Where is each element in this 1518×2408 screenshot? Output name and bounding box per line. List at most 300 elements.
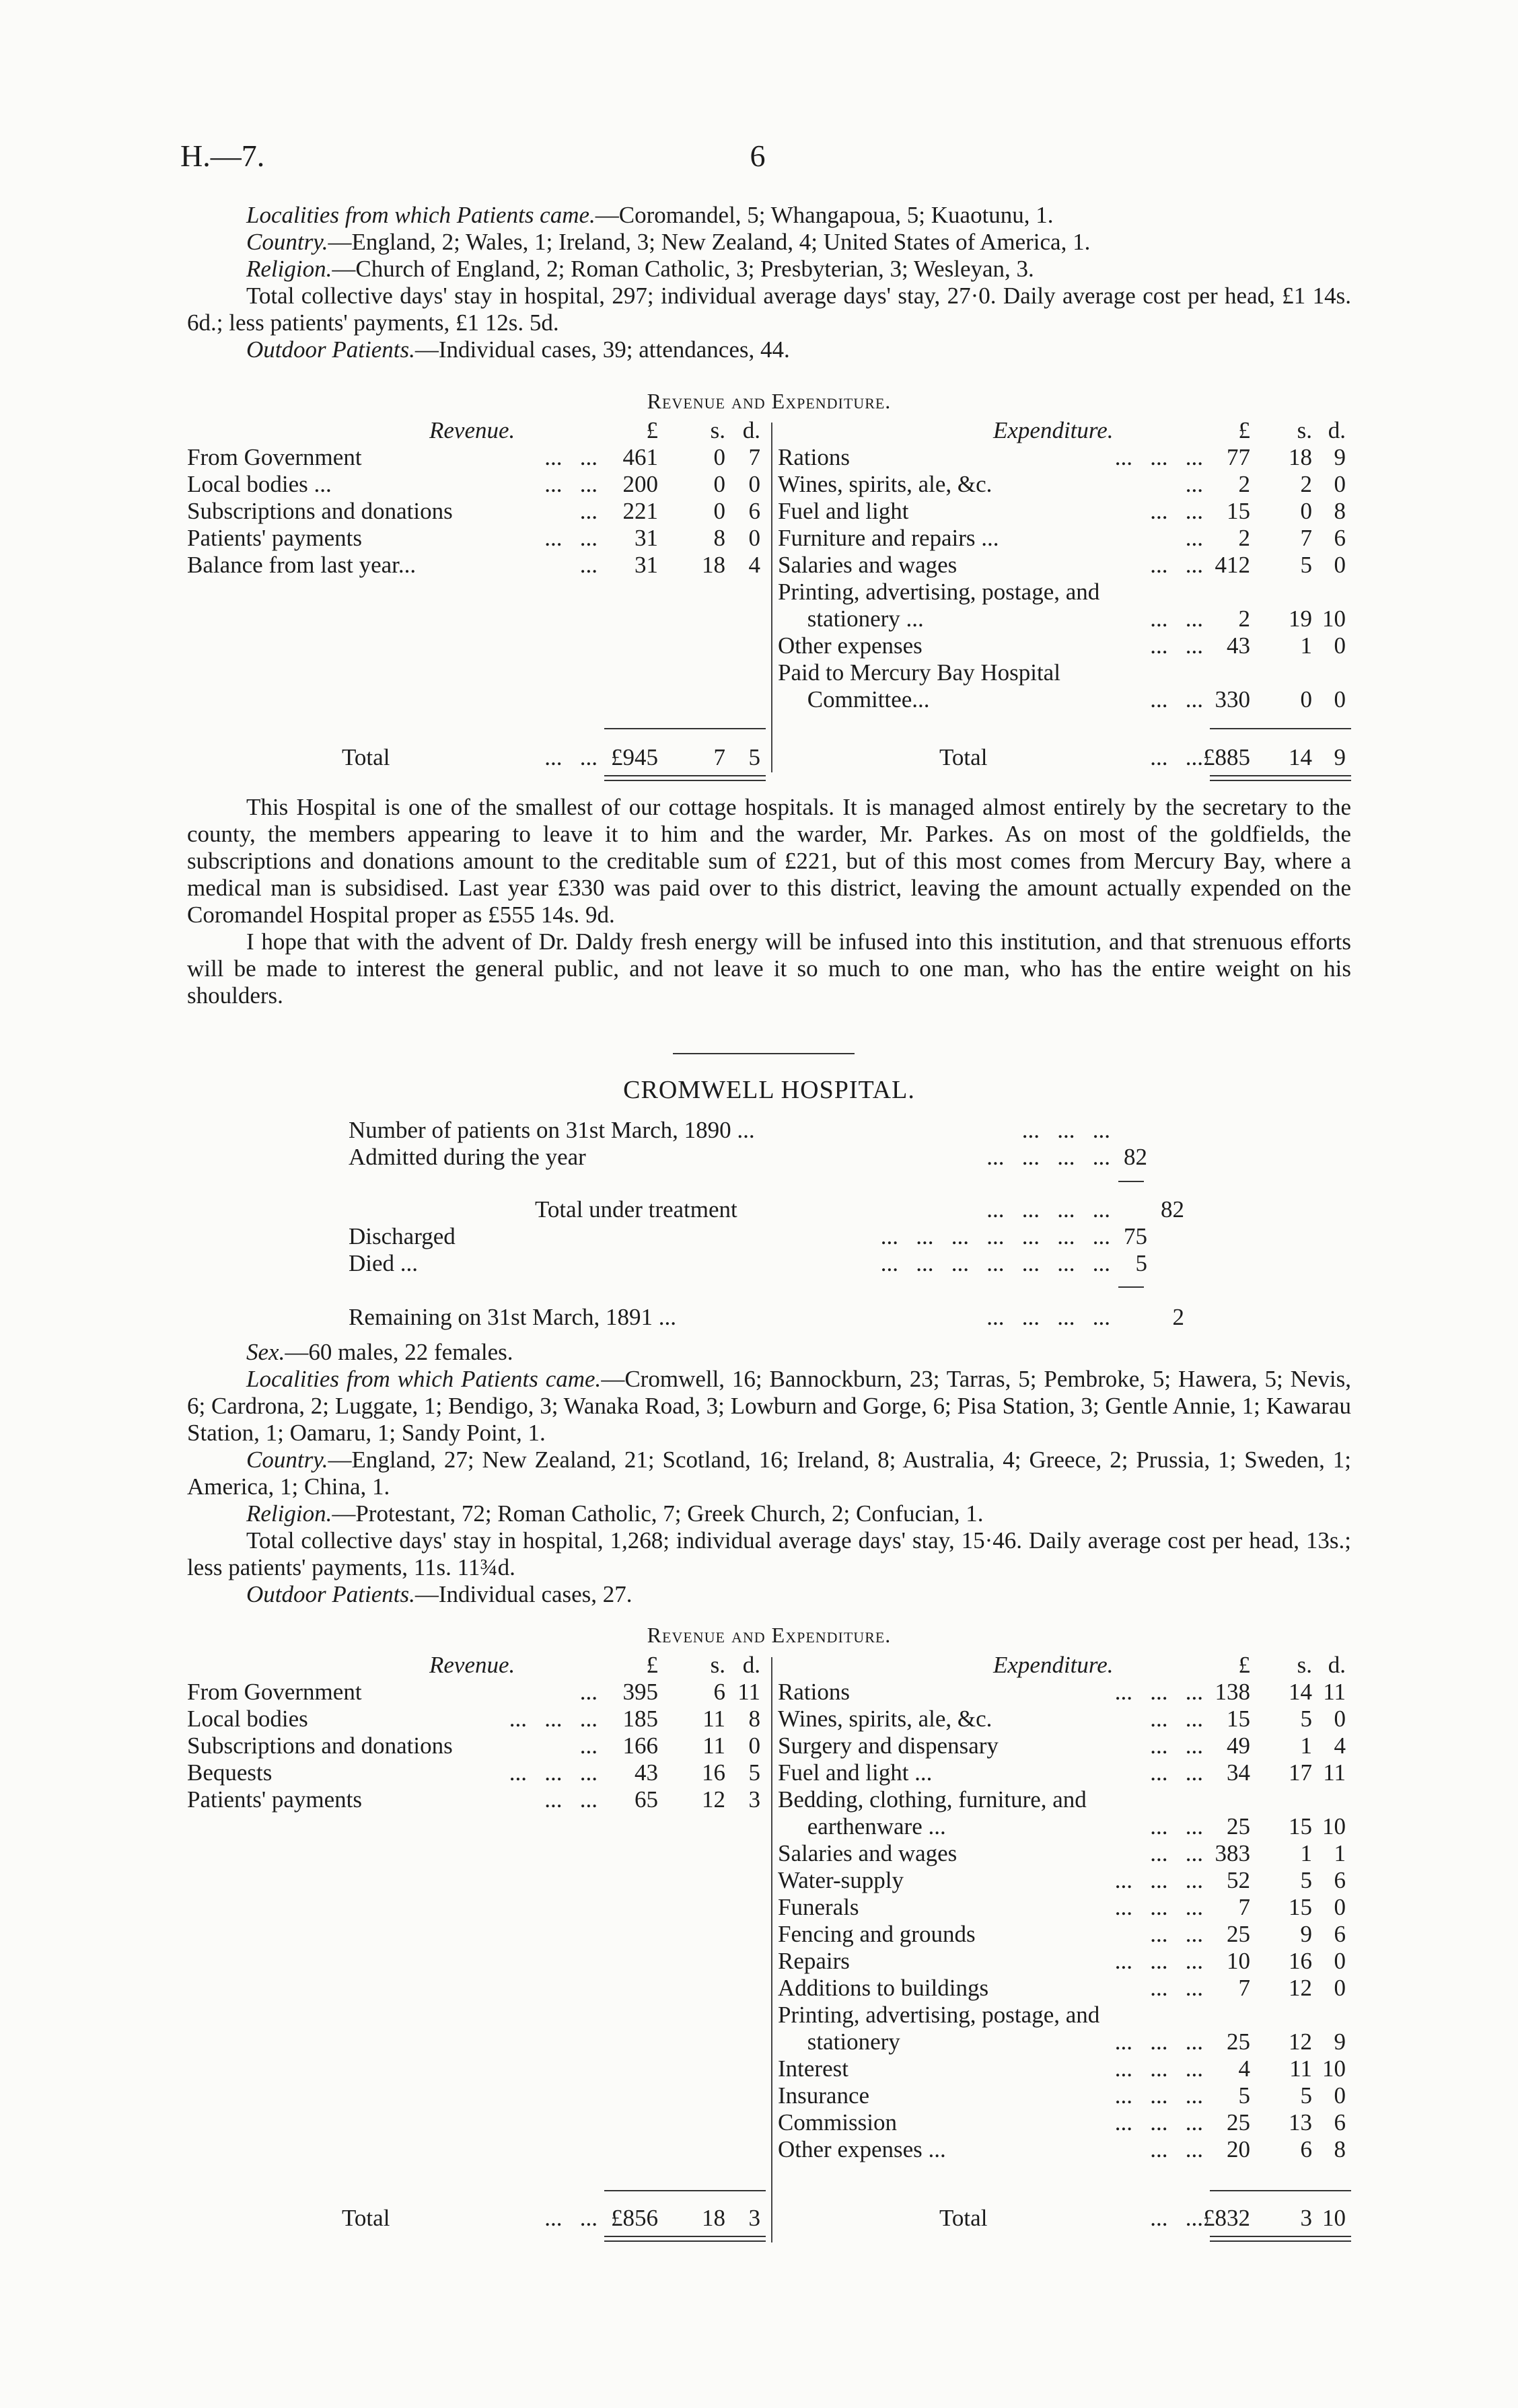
shillings-value: 3: [1300, 2205, 1312, 2231]
expenditure-row: [778, 1786, 1351, 1813]
expenditure-row: [778, 2029, 1351, 2055]
pounds-value: 7: [1238, 1894, 1250, 1920]
shillings-value: 13: [1289, 2109, 1312, 2136]
shillings-value: 5: [1300, 1706, 1312, 1732]
pence-value: 0: [1334, 471, 1346, 497]
pounds-value: 25: [1227, 2109, 1250, 2136]
row-label: Water-supply: [778, 1867, 904, 1893]
shillings-value: 18: [702, 552, 725, 578]
shillings-value: 1: [1300, 632, 1312, 659]
row-label: Balance from last year...: [187, 552, 417, 578]
expenditure-subtotal-rule: [1210, 2190, 1351, 2191]
expenditure-row: [778, 1813, 1351, 1840]
stat-count: 75: [1124, 1223, 1147, 1249]
expenditure-row: [778, 1706, 1351, 1732]
shillings-value: 11: [702, 1706, 725, 1732]
row-leaders: ... ... ... ...: [986, 1304, 1110, 1330]
pence-value: 9: [1334, 444, 1346, 470]
shillings-value: 15: [1289, 1894, 1312, 1920]
patient-stat-row: [349, 1223, 1204, 1250]
expenditure-row: [778, 498, 1351, 525]
expenditure-row: [778, 2082, 1351, 2109]
row-leaders: ... ...: [1150, 1921, 1203, 1947]
expenditure-subtotal-rule: [1210, 728, 1351, 729]
row-label: Patients' payments: [187, 525, 363, 551]
pence-value: 4: [1334, 1732, 1346, 1759]
row-label: stationery: [778, 2029, 900, 2055]
revenue-row: [187, 1786, 766, 1813]
row-leaders: ... ... ...: [1114, 1894, 1203, 1920]
shillings-value: 17: [1289, 1759, 1312, 1786]
row-leaders: ... ...: [1150, 606, 1203, 632]
row-label: Insurance: [778, 2082, 870, 2109]
pounds-value: 43: [635, 1759, 658, 1786]
pounds-value: 10: [1227, 1948, 1250, 1974]
table-divider: [771, 1657, 772, 2242]
revenue-total-row: [187, 744, 766, 771]
expenditure-row: [778, 1867, 1351, 1894]
pence-value: 0: [1334, 1975, 1346, 2001]
pounds-value: 31: [635, 552, 658, 578]
row-label: Printing, advertising, postage, and: [778, 579, 1100, 605]
pence-value: 0: [1334, 2082, 1346, 2109]
cromwell-country: Country.—England, 27; New Zealand, 21; Scotland, 16; Ireland, 8; Australia, 4; Greece, 2; Prussia, 1; Sweden, 1; America, 1; China, 1.: [187, 1447, 1351, 1500]
row-label: Other expenses: [778, 632, 923, 659]
pounds-value: 15: [1227, 498, 1250, 524]
pounds-value: 31: [635, 525, 658, 551]
row-leaders: ...: [579, 1732, 598, 1759]
pence-value: 3: [748, 2205, 760, 2231]
pence-value: 0: [1334, 552, 1346, 578]
row-label: Additions to buildings: [778, 1975, 989, 2001]
total-label: Total: [939, 744, 988, 770]
expenditure-total-double-rule: [1210, 2236, 1351, 2242]
row-label: Local bodies: [187, 1706, 308, 1732]
coromandel-commentary: [187, 794, 1351, 1009]
pence-value: 0: [748, 525, 760, 551]
pounds-value: 25: [1227, 2029, 1250, 2055]
row-label: Rations: [778, 1679, 850, 1705]
row-label: Salaries and wages: [778, 552, 957, 578]
row-leaders: ... ...: [1150, 2136, 1203, 2162]
shillings-value: 0: [713, 444, 725, 470]
pence-value: 6: [1334, 2109, 1346, 2136]
row-leaders: ...: [579, 1679, 598, 1705]
row-label: Wines, spirits, ale, &c.: [778, 1706, 992, 1732]
row-leaders: ... ...: [1150, 1840, 1203, 1866]
revenue-total-double-rule: [604, 2236, 766, 2242]
shillings-value: 15: [1289, 1813, 1312, 1839]
shillings-value: 12: [1289, 1975, 1312, 2001]
row-label: Salaries and wages: [778, 1840, 957, 1866]
shillings-value: 12: [1289, 2029, 1312, 2055]
pounds-value: 412: [1215, 552, 1250, 578]
pounds-value: 49: [1227, 1732, 1250, 1759]
expenditure-row: [778, 2002, 1351, 2029]
row-label: Subscriptions and donations: [187, 498, 453, 524]
pounds-value: 138: [1215, 1679, 1250, 1705]
row-label: Paid to Mercury Bay Hospital: [778, 659, 1060, 686]
expenditure-row: [778, 2055, 1351, 2082]
row-label: stationery ...: [778, 606, 924, 632]
row-leaders: ... ... ...: [509, 1706, 598, 1732]
pence-value: 3: [748, 1786, 760, 1813]
revenue-row: [187, 525, 766, 552]
pence-value: 9: [1334, 2029, 1346, 2055]
expenditure-row: [778, 1948, 1351, 1975]
row-label: Rations: [778, 444, 850, 470]
expenditure-total-double-rule: [1210, 775, 1351, 781]
row-leaders: ... ...: [544, 2205, 598, 2231]
row-leaders: ... ... ... ...: [986, 1196, 1110, 1223]
pence-value: 10: [1322, 1813, 1346, 1839]
shillings-value: 8: [713, 525, 725, 551]
expenditure-total-row: [778, 2205, 1351, 2232]
expenditure-row: [778, 525, 1351, 552]
pence-value: 4: [748, 552, 760, 578]
shillings-value: 0: [713, 498, 725, 524]
pence-value: 8: [1334, 2136, 1346, 2162]
row-leaders: ... ...: [544, 744, 598, 770]
pounds-value: 15: [1227, 1706, 1250, 1732]
pence-value: 11: [1323, 1759, 1346, 1786]
revenue-row: [187, 552, 766, 579]
section-separator: [673, 1053, 855, 1054]
pounds-value: 7: [1238, 1975, 1250, 2001]
pounds-value: 25: [1227, 1921, 1250, 1947]
expenditure-row: [778, 1975, 1351, 2002]
revenue-row: [187, 1759, 766, 1786]
total-label: Total: [342, 2205, 390, 2231]
stat-total: 2: [1172, 1304, 1184, 1330]
expenditure-row: [778, 606, 1351, 632]
pounds-value: 43: [1227, 632, 1250, 659]
stat-rule-2: [1118, 1286, 1144, 1288]
table-divider: [771, 423, 772, 772]
row-leaders: ... ... ...: [1114, 1679, 1203, 1705]
revenue-row: [187, 1679, 766, 1706]
row-leaders: ... ... ...: [1114, 2109, 1203, 2136]
pence-value: 0: [1334, 632, 1346, 659]
shillings-value: 6: [713, 1679, 725, 1705]
revenue-currency-header: £ s. d.: [646, 1652, 760, 1678]
pence-value: 9: [1334, 744, 1346, 770]
pence-value: 11: [737, 1679, 760, 1705]
row-label: Interest: [778, 2055, 848, 2082]
patient-stat-row: [349, 1117, 1204, 1144]
expenditure-row: [778, 2136, 1351, 2163]
row-leaders: ... ...: [544, 1786, 598, 1813]
expenditure-row: [778, 686, 1351, 713]
pence-value: 7: [748, 444, 760, 470]
row-leaders: ... ... ... ...: [986, 1144, 1110, 1170]
row-leaders: ... ... ... ... ... ... ...: [880, 1250, 1110, 1276]
row-label: From Government: [187, 444, 362, 470]
cromwell-revenue-expenditure-table: [187, 1652, 1351, 2244]
expenditure-heading: Expenditure.: [993, 1652, 1114, 1678]
stat-count: 82: [1124, 1144, 1147, 1170]
row-label: Local bodies ...: [187, 471, 332, 497]
pounds-value: 34: [1227, 1759, 1250, 1786]
cromwell-outdoor: Outdoor Patients.—Individual cases, 27.: [246, 1581, 632, 1607]
pence-value: 0: [1334, 1948, 1346, 1974]
row-leaders: ... ...: [544, 525, 598, 551]
row-label: Furniture and repairs ...: [778, 525, 999, 551]
pounds-value: 20: [1227, 2136, 1250, 2162]
expenditure-currency-header: £ s. d.: [1238, 417, 1346, 443]
pounds-value: 2: [1238, 525, 1250, 551]
expenditure-row: [778, 1679, 1351, 1706]
pence-value: 0: [1334, 686, 1346, 713]
pence-value: 6: [1334, 1921, 1346, 1947]
shillings-value: 14: [1289, 744, 1312, 770]
shillings-value: 11: [1289, 2055, 1312, 2082]
row-leaders: ... ... ...: [1114, 2082, 1203, 2109]
row-label: Bedding, clothing, furniture, and: [778, 1786, 1087, 1813]
shillings-value: 16: [1289, 1948, 1312, 1974]
expenditure-row: [778, 1921, 1351, 1948]
pounds-value: 5: [1238, 2082, 1250, 2109]
patient-stat-row: [349, 1250, 1204, 1277]
row-label: Bequests: [187, 1759, 273, 1786]
row-label: Patients' payments: [187, 1786, 363, 1813]
row-label: Subscriptions and donations: [187, 1732, 453, 1759]
revenue-heading: Revenue.: [429, 417, 515, 443]
pence-value: 8: [748, 1706, 760, 1732]
pounds-value: 200: [622, 471, 658, 497]
commentary-paragraph-2: I hope that with the advent of Dr. Daldy fresh energy will be infused into this institution, and that strenuous efforts will be made to interest the general public, and not leave it so much to one man, who has the entire weight on his shoulders.: [187, 928, 1351, 1009]
row-label: Fencing and grounds: [778, 1921, 976, 1947]
stat-label: Died ...: [349, 1250, 419, 1276]
pence-value: 10: [1322, 606, 1346, 632]
shillings-value: 7: [1300, 525, 1312, 551]
pence-value: 6: [1334, 1867, 1346, 1893]
total-label: Total: [939, 2205, 988, 2231]
expenditure-row: [778, 552, 1351, 579]
revenue-row: [187, 444, 766, 471]
coromandel-religion: Religion.—Church of England, 2; Roman Catholic, 3; Presbyterian, 3; Wesleyan, 3.: [246, 256, 1034, 282]
shillings-value: 7: [713, 744, 725, 770]
shillings-value: 6: [1300, 2136, 1312, 2162]
row-leaders: ... ... ...: [509, 1759, 598, 1786]
expenditure-row: [778, 444, 1351, 471]
expenditure-heading: Expenditure.: [993, 417, 1114, 443]
pence-value: 5: [748, 744, 760, 770]
shillings-value: 0: [713, 471, 725, 497]
stat-label: Number of patients on 31st March, 1890 ...: [349, 1117, 755, 1143]
pence-value: 6: [1334, 525, 1346, 551]
shillings-value: 1: [1300, 1840, 1312, 1866]
coromandel-statistics: [187, 202, 1351, 363]
shillings-value: 16: [702, 1759, 725, 1786]
stat-rule-1: [1118, 1181, 1144, 1182]
row-label: Funerals: [778, 1894, 859, 1920]
pence-value: 1: [1334, 1840, 1346, 1866]
shillings-value: 9: [1300, 1921, 1312, 1947]
shillings-value: 18: [1289, 444, 1312, 470]
cromwell-statistics: [187, 1339, 1351, 1608]
row-leaders: ... ...: [1150, 498, 1203, 524]
pounds-value: 25: [1227, 1813, 1250, 1839]
revenue-heading: Revenue.: [429, 1652, 515, 1678]
row-leaders: ... ... ...: [1114, 2055, 1203, 2082]
row-label: earthenware ...: [778, 1813, 946, 1839]
row-label: From Government: [187, 1679, 362, 1705]
cromwell-hospital-title: CROMWELL HOSPITAL.: [623, 1076, 915, 1104]
pounds-value: 185: [622, 1706, 658, 1732]
revenue-total-row: [187, 2205, 766, 2232]
row-leaders: ...: [1185, 525, 1203, 551]
commentary-paragraph-1: This Hospital is one of the smallest of our cottage hospitals. It is managed almost entirely by the secretary to the county, the members appearing to leave it to him and the warder, Mr. Parkes. As on most of the goldfields, the subscriptions and donations amount to the creditable sum of £221, but of this most comes from Mercury Bay, where a medical man is subsidised. Last year £330 was paid over to this district, leaving the amount actually expended on the Coromandel Hospital proper as £555 14s. 9d.: [187, 794, 1351, 928]
row-leaders: ... ... ...: [1114, 1948, 1203, 1974]
pounds-value: £945: [611, 744, 658, 770]
row-leaders: ... ... ...: [1114, 1867, 1203, 1893]
expenditure-row: [778, 471, 1351, 498]
row-label: Wines, spirits, ale, &c.: [778, 471, 992, 497]
coromandel-country: Country.—England, 2; Wales, 1; Ireland, 3; New Zealand, 4; United States of America, 1.: [246, 229, 1091, 255]
pounds-value: £856: [611, 2205, 658, 2231]
stat-total: 82: [1161, 1196, 1184, 1223]
pence-value: 0: [1334, 1894, 1346, 1920]
page-number: 6: [750, 139, 766, 173]
shillings-value: 1: [1300, 1732, 1312, 1759]
expenditure-row: [778, 1840, 1351, 1867]
pounds-value: 4: [1238, 2055, 1250, 2082]
total-label: Total: [342, 744, 390, 770]
coromandel-outdoor: Outdoor Patients.—Individual cases, 39; attendances, 44.: [246, 336, 790, 363]
pence-value: 10: [1322, 2205, 1346, 2231]
shillings-value: 14: [1289, 1679, 1312, 1705]
pounds-value: 166: [622, 1732, 658, 1759]
pence-value: 0: [748, 1732, 760, 1759]
shillings-value: 5: [1300, 1867, 1312, 1893]
shillings-value: 0: [1300, 686, 1312, 713]
pounds-value: 2: [1238, 606, 1250, 632]
pounds-value: 383: [1215, 1840, 1250, 1866]
expenditure-row: [778, 2109, 1351, 2136]
shillings-value: 19: [1289, 606, 1312, 632]
pounds-value: 461: [622, 444, 658, 470]
row-leaders: ...: [579, 552, 598, 578]
row-leaders: ... ...: [1150, 1813, 1203, 1839]
expenditure-row: [778, 659, 1351, 686]
patient-stat-row: [349, 1144, 1204, 1171]
pounds-value: 52: [1227, 1867, 1250, 1893]
expenditure-row: [778, 579, 1351, 606]
row-leaders: ... ...: [544, 471, 598, 497]
stat-label: Total under treatment: [535, 1196, 737, 1223]
pounds-value: 77: [1227, 444, 1250, 470]
expenditure-row: [778, 1894, 1351, 1921]
revenue-subtotal-rule: [604, 2190, 766, 2191]
row-label: Surgery and dispensary: [778, 1732, 999, 1759]
row-leaders: ... ... ...: [1114, 444, 1203, 470]
revenue-row: [187, 1732, 766, 1759]
row-leaders: ... ...: [1150, 1732, 1203, 1759]
row-label: Fuel and light ...: [778, 1759, 933, 1786]
pence-value: 0: [748, 471, 760, 497]
stat-label: Admitted during the year: [349, 1144, 586, 1170]
row-label: Repairs: [778, 1948, 850, 1974]
coromandel-revenue-expenditure-table: [187, 417, 1351, 780]
row-label: Other expenses ...: [778, 2136, 946, 2162]
pence-value: 8: [1334, 498, 1346, 524]
expenditure-row: [778, 1759, 1351, 1786]
pence-value: 6: [748, 498, 760, 524]
pounds-value: 65: [635, 1786, 658, 1813]
pounds-value: 2: [1238, 471, 1250, 497]
cromwell-stay: Total collective days' stay in hospital, 1,268; individual average days' stay, 15·46. Daily average cost per head, 13s.; less patients' payments, 11s. 11¾d.: [187, 1527, 1351, 1580]
row-leaders: ... ...: [1150, 632, 1203, 659]
stat-label: Discharged: [349, 1223, 456, 1249]
patient-stat-row: [349, 1304, 1204, 1331]
stat-label: Remaining on 31st March, 1891 ...: [349, 1304, 677, 1330]
cromwell-religion: Religion.—Protestant, 72; Roman Catholic, 7; Greek Church, 2; Confucian, 1.: [246, 1500, 984, 1527]
row-leaders: ...: [1185, 471, 1203, 497]
row-leaders: ... ...: [1150, 686, 1203, 713]
revenue-row: [187, 1706, 766, 1732]
row-leaders: ... ...: [1150, 744, 1203, 770]
pounds-value: 330: [1215, 686, 1250, 713]
shillings-value: 0: [1300, 498, 1312, 524]
pence-value: 10: [1322, 2055, 1346, 2082]
row-label: Commission: [778, 2109, 897, 2136]
coromandel-table-caption: Revenue and Expenditure.: [647, 389, 892, 413]
pounds-value: 221: [622, 498, 658, 524]
pence-value: 11: [1323, 1679, 1346, 1705]
expenditure-total-row: [778, 744, 1351, 771]
row-leaders: ... ...: [544, 444, 598, 470]
row-leaders: ... ...: [1150, 1706, 1203, 1732]
pence-value: 5: [748, 1759, 760, 1786]
shillings-value: 12: [702, 1786, 725, 1813]
report-reference: H.—7.: [180, 139, 265, 173]
row-label: Committee...: [778, 686, 930, 713]
row-leaders: ...: [579, 498, 598, 524]
revenue-currency-header: £ s. d.: [646, 417, 760, 443]
pounds-value: £885: [1203, 744, 1250, 770]
cromwell-sex: Sex.—60 males, 22 females.: [246, 1339, 513, 1365]
pounds-value: £832: [1203, 2205, 1250, 2231]
revenue-total-double-rule: [604, 775, 766, 781]
shillings-value: 18: [702, 2205, 725, 2231]
shillings-value: 2: [1300, 471, 1312, 497]
row-leaders: ... ... ... ... ... ... ...: [880, 1223, 1110, 1249]
stat-count: 5: [1135, 1250, 1147, 1276]
row-label: Fuel and light: [778, 498, 909, 524]
pence-value: 0: [1334, 1706, 1346, 1732]
coromandel-localities: Localities from which Patients came.—Coromandel, 5; Whangapoua, 5; Kuaotunu, 1.: [246, 202, 1054, 228]
cromwell-localities: Localities from which Patients came.—Cromwell, 16; Bannockburn, 23; Tarras, 5; Pembroke, 5; Hawera, 5; Nevis, 6; Cardrona, 2; Luggate, 1; Bendigo, 3; Wanaka Road, 3; Lowburn and Gorge, 6; Pisa Station, 3; Gentle Annie, 1; Kawarau Station, 1; Oamaru, 1; Sandy Point, 1.: [187, 1366, 1351, 1446]
row-leaders: ... ...: [1150, 552, 1203, 578]
revenue-row: [187, 498, 766, 525]
revenue-subtotal-rule: [604, 728, 766, 729]
row-leaders: ... ...: [1150, 2205, 1203, 2231]
shillings-value: 5: [1300, 552, 1312, 578]
expenditure-currency-header: £ s. d.: [1238, 1652, 1346, 1678]
expenditure-row: [778, 1732, 1351, 1759]
patient-stat-row: [535, 1196, 1204, 1223]
row-leaders: ... ... ...: [1021, 1117, 1110, 1143]
shillings-value: 5: [1300, 2082, 1312, 2109]
cromwell-table-caption: Revenue and Expenditure.: [647, 1623, 892, 1647]
shillings-value: 11: [702, 1732, 725, 1759]
row-leaders: ... ...: [1150, 1759, 1203, 1786]
coromandel-stay: Total collective days' stay in hospital, 297; individual average days' stay, 27·0. Daily average cost per head, £1 14s. 6d.; less patients' payments, £1 12s. 5d.: [187, 283, 1351, 336]
row-leaders: ... ... ...: [1114, 2029, 1203, 2055]
revenue-row: [187, 471, 766, 498]
row-leaders: ... ...: [1150, 1975, 1203, 2001]
